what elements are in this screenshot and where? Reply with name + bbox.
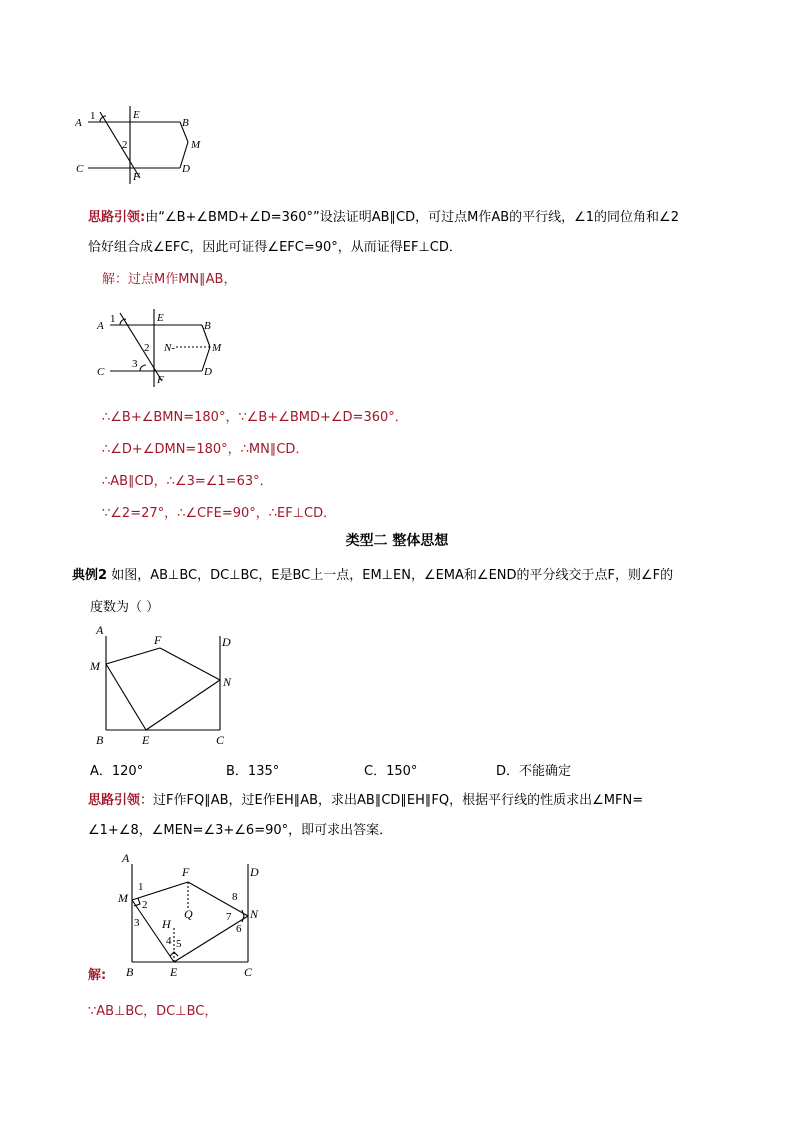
label-C: C <box>97 366 105 378</box>
label-M: M <box>212 342 222 354</box>
label-3: 3 <box>134 917 140 929</box>
option-a[interactable]: A．120° <box>90 764 144 779</box>
example2-text: 如图，AB⊥BC，DC⊥BC，E是BC上一点，EM⊥EN，∠EMA和∠END的平分线交于点F，则∠F的 <box>111 568 674 583</box>
label-E: E <box>157 312 164 324</box>
label-N: N- <box>164 342 175 354</box>
label-E: E <box>142 733 150 747</box>
label-C: C <box>76 163 84 175</box>
label-H: H <box>162 917 171 931</box>
label-D: D <box>222 635 231 649</box>
figure-4 <box>108 850 278 984</box>
label-E: E <box>133 109 140 121</box>
label-1: 1 <box>110 313 116 325</box>
hint1-line2 <box>88 238 462 258</box>
label-B: B <box>96 733 104 747</box>
figure-1 <box>70 100 210 194</box>
label-2: 2 <box>142 899 148 911</box>
label-A: A <box>96 623 104 637</box>
option-b[interactable]: B．135° <box>226 764 280 779</box>
label-F: F <box>182 865 190 879</box>
label-5: 5 <box>176 938 182 950</box>
label-C: C <box>244 965 253 979</box>
label-M: M <box>191 139 201 151</box>
example2-line2: 度数为（ ） <box>90 600 160 615</box>
label-1: 1 <box>138 881 144 893</box>
step1-4: ∵∠2=27°，∴∠CFE=90°，∴EF⊥CD． <box>102 506 337 521</box>
label-7: 7 <box>226 911 232 923</box>
label-D: D <box>250 865 259 879</box>
hint2-label: 思路引领 <box>88 793 141 808</box>
label-D: D <box>182 163 190 175</box>
label-E: E <box>170 965 178 979</box>
label-8: 8 <box>232 891 238 903</box>
hint1-line1 <box>88 208 679 228</box>
label-A: A <box>75 117 82 129</box>
label-A: A <box>122 851 130 865</box>
label-6: 6 <box>236 923 242 935</box>
label-A: A <box>97 320 104 332</box>
label-F: F <box>157 374 164 386</box>
step1-3: ∴AB∥CD，∴∠3=∠1=63°． <box>102 474 273 489</box>
hint2-line2: ∠1+∠8，∠MEN=∠3+∠6=90°，即可求出答案． <box>88 823 393 838</box>
example2-label: 典例2 <box>72 568 108 583</box>
hint1-label: 思路引领: <box>88 210 146 225</box>
hint1-text: 由“∠B+∠BMD+∠D=360°”设法证明AB∥CD，可过点M作AB的平行线，∠1的同位角和∠2 <box>145 210 679 225</box>
hint2-text: ：过F作FQ∥AB，过E作EH∥AB，求出AB∥CD∥EH∥FQ，根据平行线的性质求出∠MFN= <box>140 793 644 808</box>
option-d[interactable]: D．不能确定 <box>496 764 572 779</box>
label-B: B <box>182 117 189 129</box>
step1-2: ∴∠D+∠DMN=180°，∴MN∥CD． <box>102 442 309 457</box>
step1-1: ∴∠B+∠BMN=180°，∵∠B+∠BMD+∠D=360°． <box>102 410 408 425</box>
section-title: 类型二 整体思想 <box>345 533 449 549</box>
label-B: B <box>126 965 134 979</box>
label-C: C <box>216 733 225 747</box>
solution2-step1: ∵AB⊥BC，DC⊥BC， <box>88 1004 218 1019</box>
label-F: F <box>133 171 140 183</box>
example2-line1 <box>72 566 673 586</box>
label-N: N <box>223 675 232 689</box>
label-N: N <box>250 907 259 921</box>
label-3: 3 <box>132 358 138 370</box>
label-B: B <box>204 320 211 332</box>
label-2: 2 <box>144 342 150 354</box>
label-F: F <box>154 633 162 647</box>
option-c[interactable]: C．150° <box>364 764 418 779</box>
solution1-intro: 解：过点M作MN∥AB， <box>102 272 237 287</box>
label-Q: Q <box>184 907 193 921</box>
label-1: 1 <box>90 110 96 122</box>
figure-2 <box>92 305 232 397</box>
label-2: 2 <box>122 139 128 151</box>
solution2-label: 解: <box>88 968 107 983</box>
label-4: 4 <box>166 935 172 947</box>
label-M: M <box>118 891 128 905</box>
label-M: M <box>90 659 100 673</box>
hint1-text2: 恰好组合成∠EFC，因此可证得∠EFC=90°，从而证得EF⊥CD． <box>88 240 462 255</box>
label-D: D <box>204 366 212 378</box>
figure-3 <box>86 622 246 752</box>
hint2-line1 <box>88 791 643 811</box>
